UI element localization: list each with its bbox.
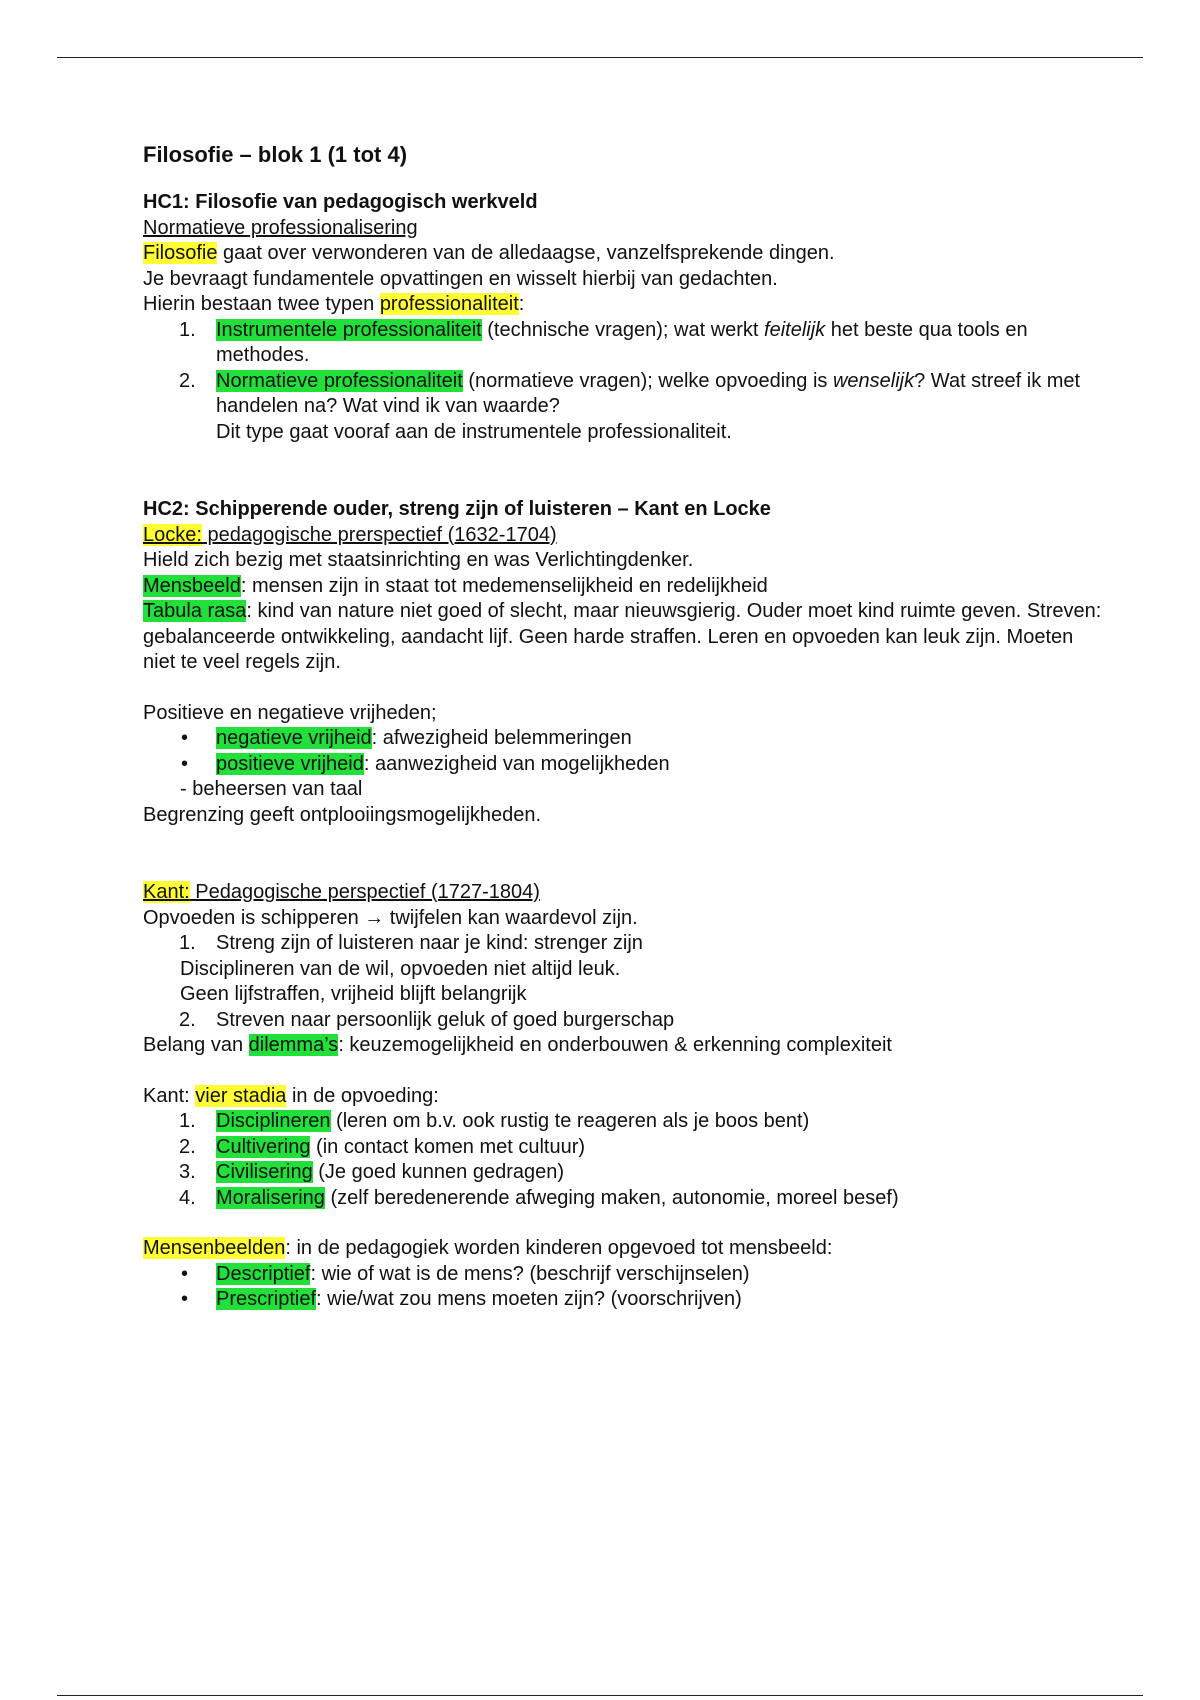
text: Streng zijn of luisteren naar je kind: strenger zijn	[216, 932, 643, 954]
kant-line-3: Geen lijfstraffen, vrijheid blijft belangrijk	[180, 983, 527, 1005]
list-item	[143, 1287, 1103, 1313]
text: : aanwezigheid van mogelijkheden	[363, 752, 670, 775]
list-number: 2.	[179, 1135, 196, 1158]
kant-stadia-intro	[143, 1084, 1103, 1110]
list-item	[143, 726, 1103, 752]
hc1-subheading-text: Normatieve professionalisering	[143, 216, 418, 239]
vrijheden-intro: Positieve en negatieve vrijheden;	[143, 701, 437, 724]
text: : mensen zijn in staat tot medemenselijkheid en redelijkheid	[240, 574, 768, 597]
highlight-term: Filosofie	[143, 242, 218, 264]
spacer	[143, 828, 1103, 880]
text: (in contact komen met cultuur)	[310, 1135, 586, 1158]
text: Hierin bestaan twee typen	[143, 293, 380, 315]
highlight-term: Cultivering	[216, 1135, 311, 1158]
footer-rule	[57, 1695, 1143, 1696]
spacer	[143, 1211, 1103, 1236]
text: (zelf beredenerende afweging maken, autonomie, moreel besef)	[324, 1186, 899, 1209]
highlight-term: professionaliteit	[379, 293, 519, 315]
text: het beste qua tools en methodes.	[216, 318, 1028, 366]
hc2-heading: HC2: Schipperende ouder, streng zijn of luisteren – Kant en Locke	[143, 498, 771, 520]
highlight-term: Descriptief	[216, 1262, 311, 1285]
text: (leren om b.v. ook rustig te reageren als je boos bent)	[330, 1110, 810, 1132]
text: : keuzemogelijkheid en onderbouwen & erkenning complexiteit	[338, 1034, 892, 1056]
highlight-term: Normatieve professionaliteit	[216, 369, 463, 392]
text: Dit type gaat vooraf aan de instrumentele professionaliteit.	[216, 420, 732, 443]
list-item	[143, 1186, 1103, 1212]
text: in de opvoeding:	[286, 1084, 439, 1107]
locke-mensbeeld	[143, 574, 1103, 600]
kant-list-1	[143, 931, 1103, 957]
highlight-term: Prescriptief	[216, 1288, 317, 1310]
list-item	[143, 1262, 1103, 1288]
spacer	[143, 676, 1103, 701]
highlight-term: positieve vrijheid	[216, 752, 364, 775]
spacer	[143, 1059, 1103, 1084]
dash-line: - beheersen van taal	[180, 778, 363, 800]
emphasis: feitelijk	[764, 318, 826, 341]
list-item	[143, 1160, 1103, 1186]
hc1-paragraph-1	[143, 241, 1103, 267]
professionaliteit-list	[143, 318, 1103, 446]
highlight-term: Mensbeeld	[143, 574, 241, 597]
list-item	[143, 1135, 1103, 1161]
highlight-term: Civilisering	[216, 1161, 313, 1183]
list-number: 2.	[179, 1008, 196, 1031]
highlight-term: Instrumentele professionaliteit	[216, 318, 482, 341]
highlight-term: negatieve vrijheid	[216, 727, 372, 749]
kant-subheading	[143, 880, 1103, 906]
text: (normatieve vragen); welke opvoeding is	[462, 369, 833, 392]
highlight-term: Kant:	[143, 881, 190, 903]
text: Pedagogische perspectief (1727-1804)	[189, 881, 540, 903]
kant-paragraph-1: Opvoeden is schipperen → twijfelen kan waardevol zijn.	[143, 906, 638, 929]
list-item	[143, 1109, 1103, 1135]
locke-subheading	[143, 523, 1103, 549]
locke-tabula-rasa	[143, 599, 1103, 676]
list-number: 4.	[179, 1186, 196, 1209]
text: Streven naar persoonlijk geluk of goed burgerschap	[216, 1008, 675, 1031]
text: Belang van	[143, 1034, 249, 1056]
mensenbeelden-intro	[143, 1236, 1103, 1262]
highlight-term: Locke:	[143, 523, 202, 546]
highlight-term: Disciplineren	[216, 1110, 331, 1132]
bullet: •	[181, 727, 189, 749]
list-item	[143, 1008, 1103, 1034]
bullet: •	[181, 752, 189, 775]
bullet: •	[181, 1262, 189, 1285]
document-body	[143, 140, 1103, 1313]
text: ? Wat streef ik met handelen na? Wat vind ik van waarde?	[216, 369, 1081, 417]
document-title: Filosofie – blok 1 (1 tot 4)	[143, 142, 408, 167]
hc1-heading: HC1: Filosofie van pedagogisch werkveld	[143, 191, 538, 213]
bullet: •	[181, 1288, 189, 1310]
spacer	[143, 445, 1103, 497]
list-number: 3.	[179, 1161, 196, 1183]
kant-list-2	[143, 1008, 1103, 1034]
hc1-paragraph-3	[143, 292, 1103, 318]
list-item	[143, 318, 1103, 369]
text: Kant:	[143, 1084, 196, 1107]
text: :	[518, 293, 525, 315]
locke-subheading-text	[143, 524, 557, 546]
list-item	[143, 752, 1103, 778]
highlight-term: Mensenbeelden	[143, 1237, 286, 1259]
list-number: 1.	[179, 318, 196, 341]
mensenbeelden-list	[143, 1262, 1103, 1313]
hc1-paragraph-2: Je bevraagt fundamentele opvattingen en wisselt hierbij van gedachten.	[143, 267, 778, 290]
list-number: 2.	[179, 369, 196, 392]
highlight-term: Tabula rasa	[143, 600, 247, 622]
text: : wie/wat zou mens moeten zijn? (voorschrijven)	[316, 1288, 742, 1310]
text: : kind van nature niet goed of slecht, maar nieuwsgierig. Ouder moet kind ruimte geven. Streven: gebalanceerde ontwikkeling, aandacht lijf. Geen harde straffen. Leren en opvoeden kan leuk zijn. Moeten niet te veel regels zijn.	[143, 600, 1102, 673]
text: gaat over verwonderen van de alledaagse, vanzelfsprekende dingen.	[217, 242, 835, 264]
text: (Je goed kunnen gedragen)	[312, 1161, 565, 1183]
text: (technische vragen); wat werkt	[481, 318, 765, 341]
text: : wie of wat is de mens? (beschrijf verschijnselen)	[310, 1262, 750, 1285]
text: : in de pedagogiek worden kinderen opgevoed tot mensbeeld:	[285, 1237, 833, 1259]
emphasis: wenselijk	[832, 369, 915, 392]
list-item	[143, 931, 1103, 957]
kant-line-2: Disciplineren van de wil, opvoeden niet altijd leuk.	[180, 957, 621, 980]
text: pedagogische prerspectief (1632-1704)	[201, 523, 557, 546]
list-number: 1.	[179, 1110, 196, 1132]
highlight-term: dilemma’s	[248, 1034, 339, 1056]
highlight-term: vier stadia	[195, 1084, 287, 1107]
kant-belang	[143, 1033, 1103, 1059]
locke-paragraph-1: Hield zich bezig met staatsinrichting en was Verlichtingdenker.	[143, 549, 694, 571]
hc1-subheading	[143, 216, 1103, 242]
list-number: 1.	[179, 932, 196, 954]
list-item	[143, 369, 1103, 446]
locke-end: Begrenzing geeft ontplooiingsmogelijkheden.	[143, 803, 542, 826]
vrijheden-list	[143, 726, 1103, 777]
header-rule	[57, 57, 1143, 58]
stadia-list	[143, 1109, 1103, 1211]
text: : afwezigheid belemmeringen	[371, 727, 632, 749]
highlight-term: Moralisering	[216, 1186, 325, 1209]
kant-subheading-text	[143, 881, 540, 903]
